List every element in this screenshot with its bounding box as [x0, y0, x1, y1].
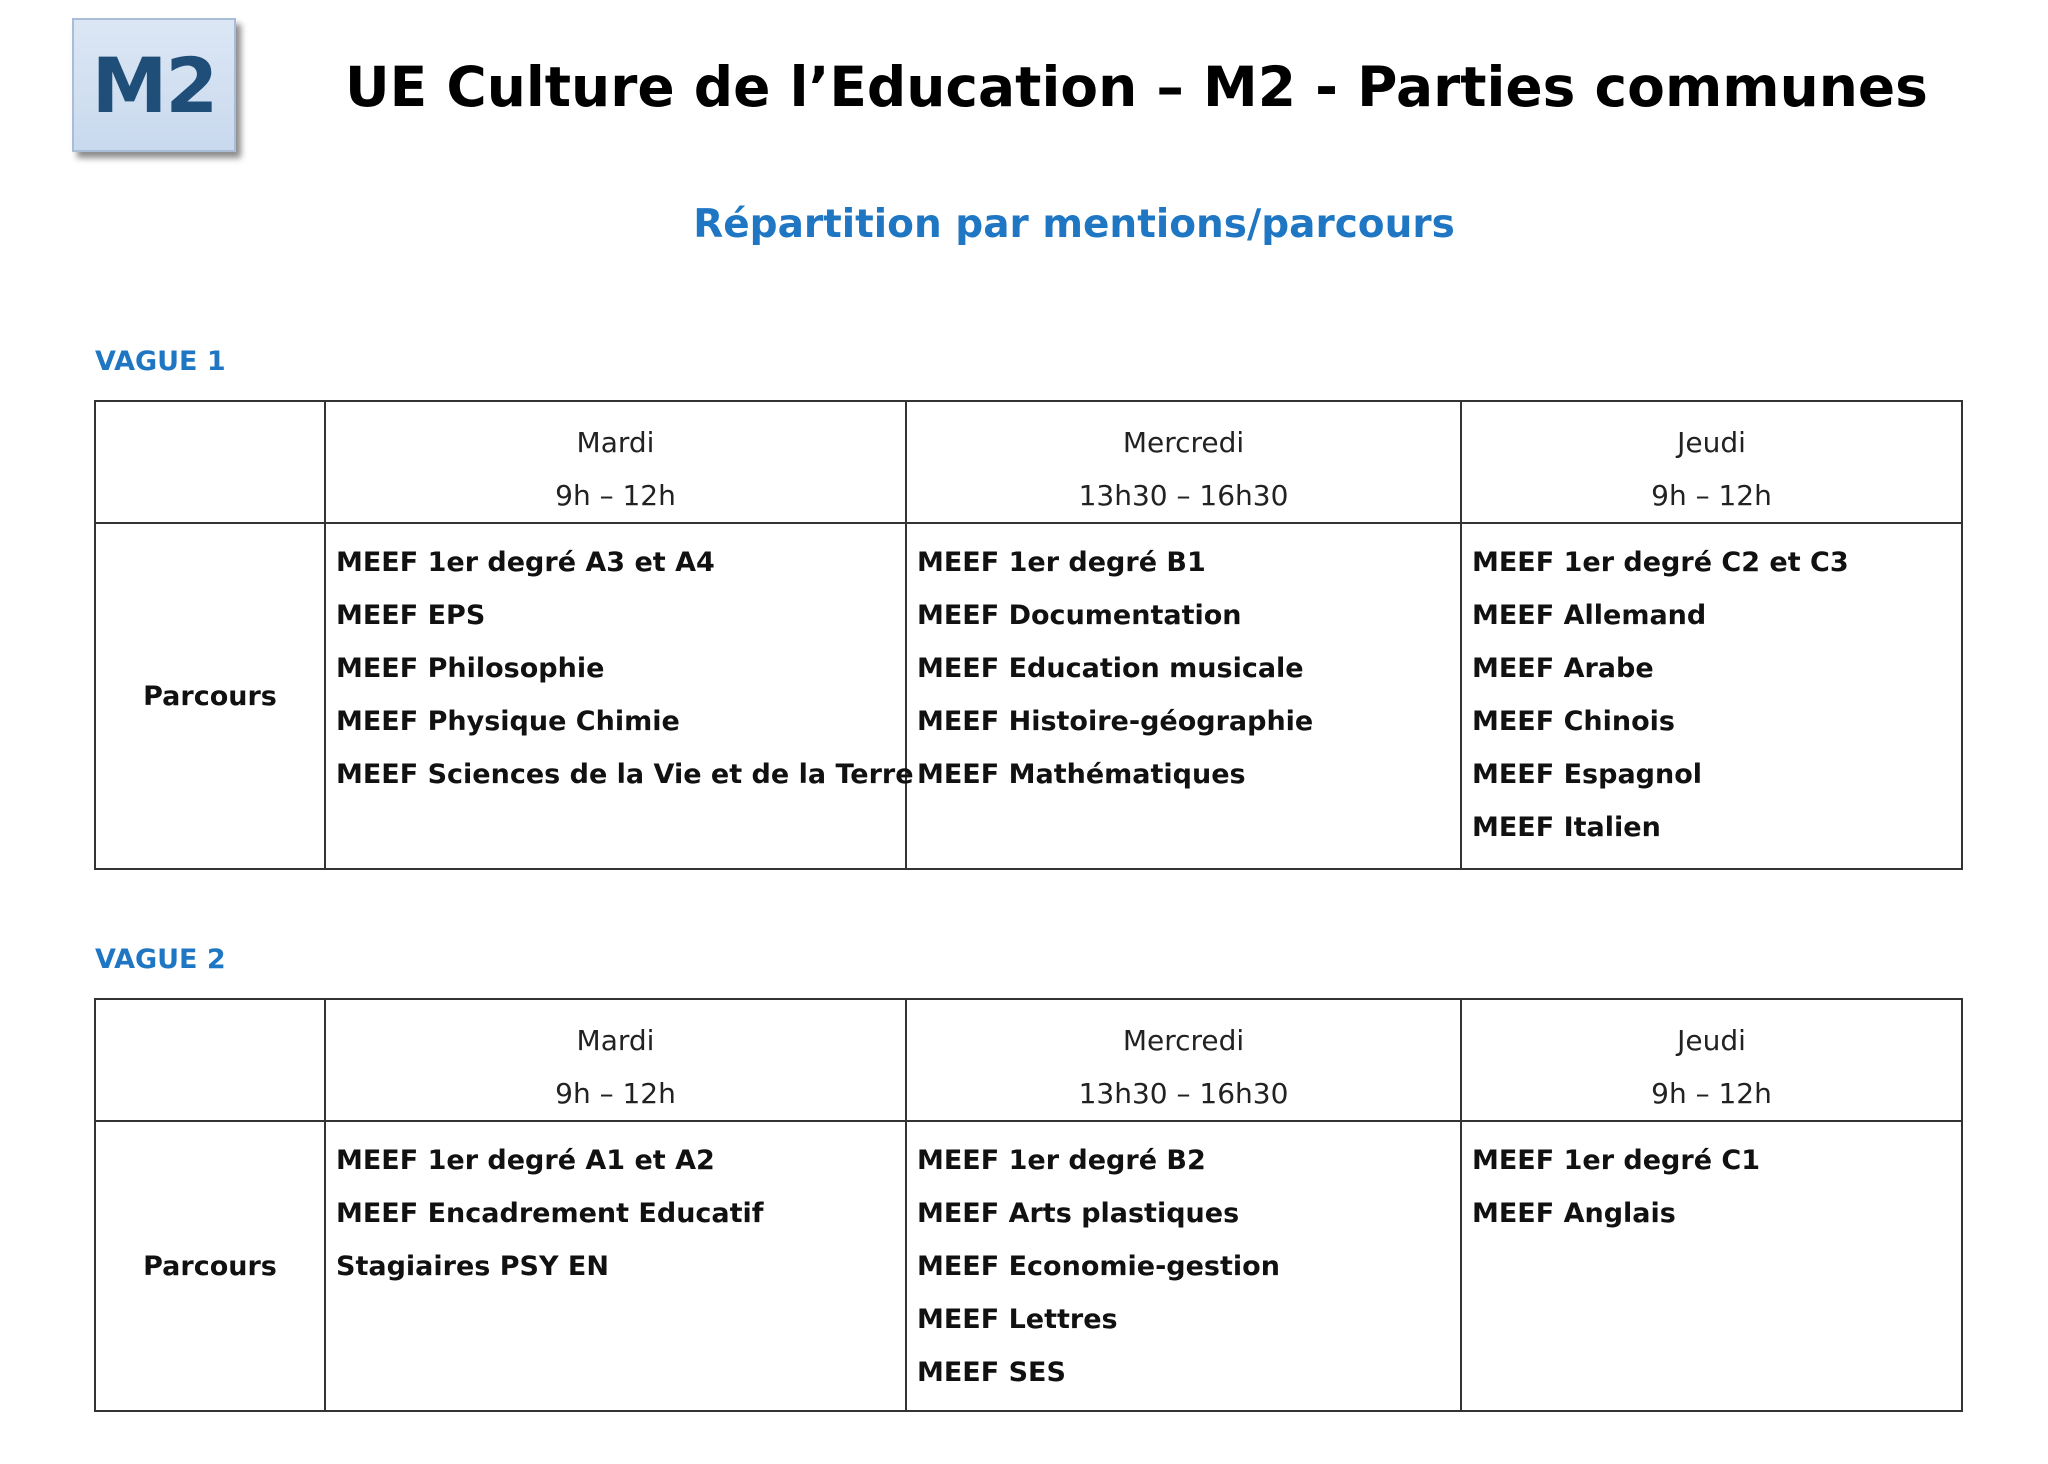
day-name: Mercredi	[1122, 1024, 1245, 1057]
day-name: Jeudi	[1677, 1024, 1746, 1057]
parcours-row	[95, 1121, 1962, 1411]
parcours-row	[95, 523, 1962, 869]
vague-2-label: VAGUE 2	[95, 944, 226, 975]
parcours-cell-mardi	[325, 523, 914, 869]
day-name: Mardi	[576, 426, 655, 459]
list-item: MEEF Sciences de la Vie et de la Terre	[336, 759, 914, 790]
list-item: MEEF EPS	[336, 600, 486, 631]
day-header-mardi	[325, 999, 906, 1121]
day-name: Mercredi	[1122, 426, 1245, 459]
day-name: Mardi	[576, 1024, 655, 1057]
parcours-row-label: Parcours	[95, 523, 325, 869]
list-item: MEEF Allemand	[1472, 600, 1707, 631]
parcours-cell-jeudi	[1461, 1121, 1962, 1411]
parcours-cell-mercredi	[906, 523, 1461, 869]
list-item: MEEF 1er degré B1	[917, 547, 1206, 578]
day-header-jeudi	[1461, 401, 1962, 523]
list-item: MEEF Lettres	[917, 1304, 1118, 1335]
vague-1-label: VAGUE 1	[95, 346, 226, 377]
list-item: MEEF Chinois	[1472, 706, 1675, 737]
list-item: MEEF Physique Chimie	[336, 706, 680, 737]
parcours-cell-jeudi	[1461, 523, 1962, 869]
list-item: Stagiaires PSY EN	[336, 1251, 609, 1282]
list-item: MEEF 1er degré C2 et C3	[1472, 547, 1849, 578]
time-slot: 13h30 – 16h30	[1078, 1077, 1289, 1110]
list-item: MEEF Arabe	[1472, 653, 1654, 684]
m2-badge: M2	[72, 18, 236, 152]
list-item: MEEF Philosophie	[336, 653, 605, 684]
list-item: MEEF 1er degré A1 et A2	[336, 1145, 715, 1176]
list-item: MEEF Arts plastiques	[917, 1198, 1240, 1229]
list-item: MEEF Italien	[1472, 812, 1661, 843]
parcours-row-label: Parcours	[95, 1121, 325, 1411]
day-header-jeudi	[1461, 999, 1962, 1121]
time-slot: 9h – 12h	[1651, 1077, 1772, 1110]
day-name: Jeudi	[1677, 426, 1746, 459]
list-item: MEEF Anglais	[1472, 1198, 1676, 1229]
vague-1-table	[94, 400, 1963, 870]
parcours-cell-mardi	[325, 1121, 906, 1411]
time-slot: 9h – 12h	[555, 479, 676, 512]
parcours-cell-mercredi	[906, 1121, 1461, 1411]
day-header-mercredi	[906, 999, 1461, 1121]
list-item: MEEF SES	[917, 1357, 1066, 1388]
table-header-row	[95, 401, 1962, 523]
page-subtitle: Répartition par mentions/parcours	[693, 202, 1455, 247]
empty-corner-cell	[95, 401, 325, 523]
time-slot: 9h – 12h	[555, 1077, 676, 1110]
list-item: MEEF Encadrement Educatif	[336, 1198, 764, 1229]
list-item: MEEF Espagnol	[1472, 759, 1703, 790]
list-item: MEEF 1er degré C1	[1472, 1145, 1761, 1176]
time-slot: 13h30 – 16h30	[1078, 479, 1289, 512]
table-header-row	[95, 999, 1962, 1121]
list-item: MEEF 1er degré A3 et A4	[336, 547, 715, 578]
time-slot: 9h – 12h	[1651, 479, 1772, 512]
vague-2-table	[94, 998, 1963, 1412]
day-header-mardi	[325, 401, 906, 523]
list-item: MEEF Economie-gestion	[917, 1251, 1280, 1282]
list-item: MEEF 1er degré B2	[917, 1145, 1206, 1176]
list-item: MEEF Histoire-géographie	[917, 706, 1314, 737]
list-item: MEEF Mathématiques	[917, 759, 1246, 790]
day-header-mercredi	[906, 401, 1461, 523]
list-item: MEEF Education musicale	[917, 653, 1304, 684]
empty-corner-cell	[95, 999, 325, 1121]
list-item: MEEF Documentation	[917, 600, 1242, 631]
page-title: UE Culture de l’Education – M2 - Parties communes	[345, 55, 1928, 119]
